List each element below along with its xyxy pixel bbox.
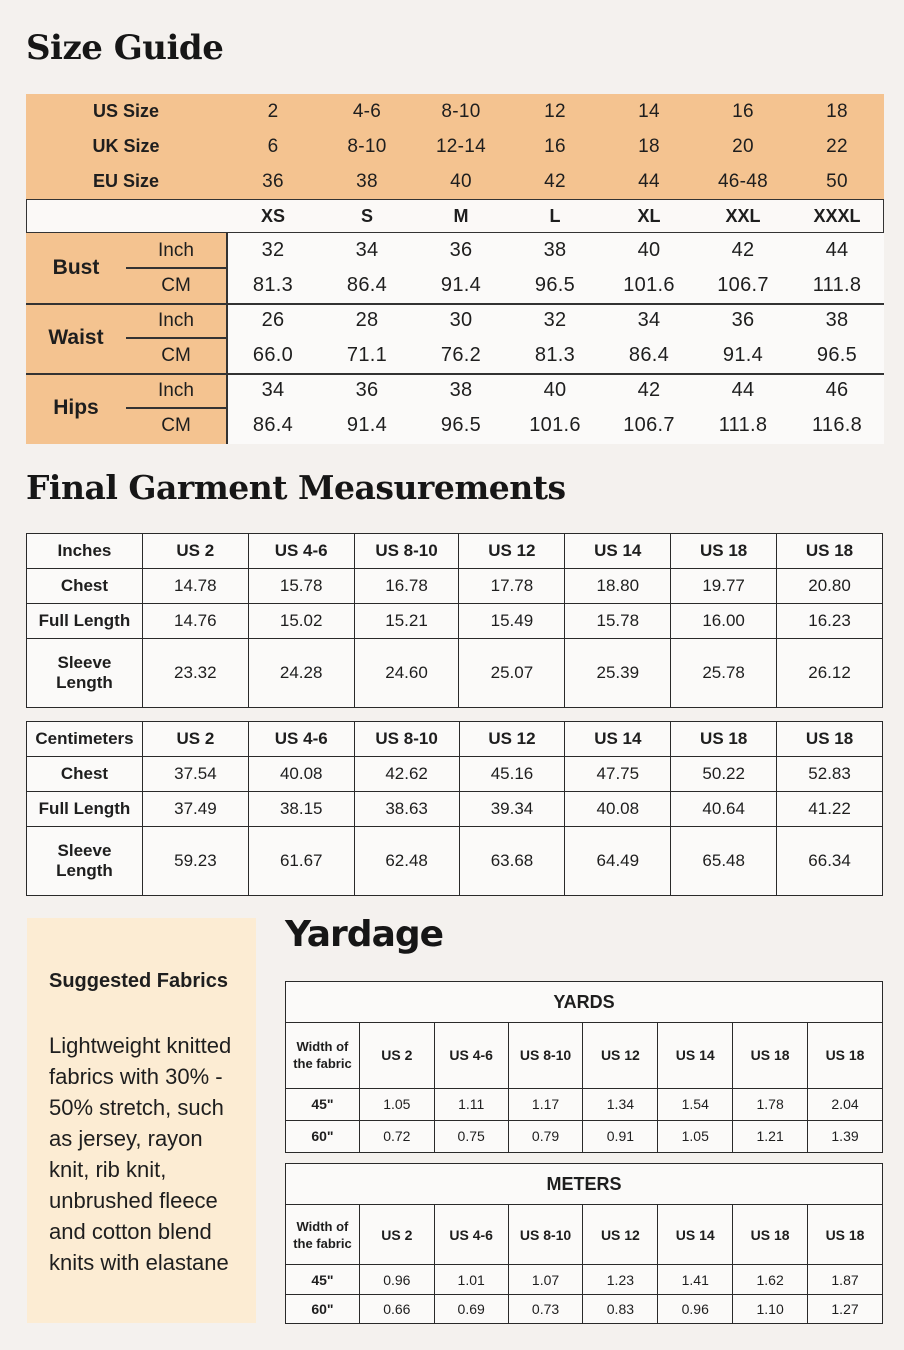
cell-value: 42.62	[354, 757, 459, 792]
size-guide-table	[26, 94, 884, 444]
size-header: US 18	[671, 722, 777, 757]
cell-value: 66.34	[777, 827, 883, 896]
size-row	[26, 164, 884, 199]
size-value: 8-10	[347, 135, 387, 157]
size-row	[26, 129, 884, 164]
inch-value: 38	[543, 239, 567, 261]
cell-value: 1.07	[508, 1265, 583, 1294]
cell-value: 52.83	[777, 757, 883, 792]
size-header: US 4-6	[248, 722, 354, 757]
caption-row	[286, 982, 883, 1023]
cell-value: 1.87	[808, 1265, 883, 1294]
inch-value: 34	[261, 379, 285, 401]
cell-value: 1.41	[658, 1265, 733, 1294]
header-row	[27, 534, 883, 569]
cm-value: 86.4	[628, 344, 670, 366]
cell-value: 61.67	[248, 827, 354, 896]
size-header: US 18	[777, 534, 883, 569]
cell-value: 62.48	[354, 827, 459, 896]
inch-value: 34	[355, 239, 379, 261]
size-header: US 18	[808, 1205, 883, 1265]
cell-value: 38.15	[248, 792, 354, 827]
table-caption: YARDS	[286, 982, 883, 1023]
inch-value: 38	[825, 309, 849, 331]
size-value: 46-48	[717, 170, 769, 192]
cell-value: 26.12	[777, 639, 883, 708]
cell-value: 1.23	[583, 1265, 658, 1294]
cell-value: 25.78	[671, 639, 777, 708]
size-value: 50	[826, 170, 848, 192]
fabrics-description: Lightweight knitted fabrics with 30% - 50% stretch, such as jersey, rayon knit, rib knit, unbrushed fleece and cotton blend knits with elastane	[49, 1033, 232, 1275]
table-row	[27, 604, 883, 639]
cm-row	[226, 268, 884, 303]
size-value: 42	[544, 170, 566, 192]
cell-value: 0.79	[508, 1120, 583, 1152]
header-row	[286, 1205, 883, 1265]
inch-value: 40	[637, 239, 661, 261]
cell-value: 1.05	[658, 1120, 733, 1152]
garment-title: Final Garment Measurements	[26, 468, 566, 507]
cell-value: 14.76	[142, 604, 248, 639]
cm-value: 111.8	[718, 414, 768, 436]
cell-value: 17.78	[459, 569, 565, 604]
cm-value: 71.1	[346, 344, 388, 366]
size-header: US 4-6	[434, 1023, 508, 1089]
cell-value: 37.49	[142, 792, 248, 827]
cell-value: 15.49	[459, 604, 565, 639]
cell-value: 64.49	[565, 827, 671, 896]
width-header: Width of the fabric	[286, 1205, 360, 1265]
cell-value: 1.01	[434, 1265, 508, 1294]
cell-value: 18.80	[565, 569, 671, 604]
size-value: 16	[544, 135, 566, 157]
cell-value: 59.23	[142, 827, 248, 896]
inch-value: 32	[543, 309, 567, 331]
row-label: Full Length	[27, 792, 143, 827]
cm-value: 101.6	[623, 274, 675, 296]
row-label: Chest	[27, 757, 143, 792]
cell-value: 63.68	[459, 827, 565, 896]
cell-value: 0.72	[359, 1120, 434, 1152]
measure-name: Hips	[53, 396, 99, 419]
cell-value: 15.02	[248, 604, 354, 639]
inch-value: 44	[825, 239, 849, 261]
letter-size-row	[26, 199, 884, 233]
size-row-label: US Size	[92, 101, 160, 121]
cell-value: 25.07	[459, 639, 565, 708]
measure-name: Waist	[48, 326, 104, 349]
inch-value: 26	[261, 309, 285, 331]
letter-size: XS	[260, 205, 285, 226]
cm-value: 81.3	[534, 344, 576, 366]
size-header: US 4-6	[248, 534, 354, 569]
header-row	[286, 1023, 883, 1089]
table-row	[27, 639, 883, 708]
cm-value: 91.4	[440, 274, 482, 296]
cm-value: 86.4	[346, 274, 388, 296]
inch-value: 30	[449, 309, 473, 331]
unit-label: CM	[161, 414, 191, 436]
row-label: Sleeve Length	[27, 827, 143, 896]
cell-value: 0.96	[359, 1265, 434, 1294]
inch-value: 42	[637, 379, 661, 401]
suggested-fabrics-panel	[27, 918, 256, 1323]
row-label: Chest	[27, 569, 143, 604]
inch-value: 38	[449, 379, 473, 401]
inch-value: 44	[731, 379, 755, 401]
size-header: US 2	[142, 534, 248, 569]
size-header: US 8-10	[508, 1023, 583, 1089]
size-row-label: EU Size	[92, 171, 160, 191]
yardage-title: Yardage	[285, 914, 444, 955]
garment-centimeters-table	[26, 721, 883, 896]
size-value: 18	[826, 100, 848, 122]
size-header: US 12	[459, 534, 565, 569]
size-value: 40	[450, 170, 472, 192]
cell-value: 40.64	[671, 792, 777, 827]
width-header: Width of the fabric	[286, 1023, 360, 1089]
size-header: US 18	[733, 1205, 808, 1265]
size-value: 20	[732, 135, 754, 157]
unit-label: Inch	[158, 379, 194, 401]
cell-value: 39.34	[459, 792, 565, 827]
cm-value: 101.6	[529, 414, 581, 436]
size-header: US 14	[565, 534, 671, 569]
letter-size: L	[549, 205, 561, 226]
row-label: Sleeve Length	[27, 639, 143, 708]
cm-value: 116.8	[811, 414, 863, 436]
garment-inches-table	[26, 533, 883, 708]
cm-value: 81.3	[252, 274, 294, 296]
cell-value: 19.77	[671, 569, 777, 604]
cell-value: 15.78	[565, 604, 671, 639]
cm-value: 111.8	[812, 274, 862, 296]
cell-value: 37.54	[142, 757, 248, 792]
cm-value: 96.5	[816, 344, 858, 366]
row-label: 60"	[286, 1120, 360, 1152]
size-value: 4-6	[352, 100, 382, 122]
cm-value: 91.4	[722, 344, 764, 366]
row-label: 60"	[286, 1294, 360, 1323]
cell-value: 0.96	[658, 1294, 733, 1323]
cell-value: 1.62	[733, 1265, 808, 1294]
table-row	[27, 569, 883, 604]
size-header: US 8-10	[354, 722, 459, 757]
cell-value: 0.91	[583, 1120, 658, 1152]
cell-value: 1.34	[583, 1088, 658, 1120]
size-row-label: UK Size	[92, 136, 160, 156]
cm-value: 76.2	[440, 344, 482, 366]
size-value: 12-14	[435, 135, 487, 157]
size-header: US 8-10	[508, 1205, 583, 1265]
measure-name: Bust	[52, 256, 100, 279]
table-row	[27, 827, 883, 896]
cm-value: 96.5	[440, 414, 482, 436]
cell-value: 2.04	[808, 1088, 883, 1120]
cell-value: 1.10	[733, 1294, 808, 1323]
cell-value: 1.78	[733, 1088, 808, 1120]
unit-label: CM	[161, 274, 191, 296]
size-header: US 2	[359, 1023, 434, 1089]
size-value: 18	[638, 135, 660, 157]
size-header: US 12	[459, 722, 565, 757]
cell-value: 25.39	[565, 639, 671, 708]
cell-value: 0.66	[359, 1294, 434, 1323]
cell-value: 16.00	[671, 604, 777, 639]
cell-value: 15.21	[354, 604, 459, 639]
row-label: 45"	[286, 1265, 360, 1294]
size-header: US 14	[658, 1023, 733, 1089]
size-value: 2	[267, 100, 279, 122]
cell-value: 1.11	[434, 1088, 508, 1120]
inch-value: 36	[731, 309, 755, 331]
unit-header: Centimeters	[27, 722, 143, 757]
cell-value: 41.22	[777, 792, 883, 827]
cm-value: 91.4	[346, 414, 388, 436]
cm-value: 86.4	[252, 414, 294, 436]
cell-value: 47.75	[565, 757, 671, 792]
inch-row	[226, 373, 884, 408]
header-row	[27, 722, 883, 757]
row-label: 45"	[286, 1088, 360, 1120]
letter-size: M	[453, 205, 469, 226]
cm-value: 96.5	[534, 274, 576, 296]
size-header: US 18	[808, 1023, 883, 1089]
size-header: US 12	[583, 1023, 658, 1089]
cell-value: 20.80	[777, 569, 883, 604]
size-header: US 12	[583, 1205, 658, 1265]
inch-value: 36	[355, 379, 379, 401]
letter-size-label	[26, 199, 226, 233]
size-value: 22	[826, 135, 848, 157]
cell-value: 45.16	[459, 757, 565, 792]
size-header: US 18	[733, 1023, 808, 1089]
cell-value: 1.05	[359, 1088, 434, 1120]
yardage-yards-table	[285, 981, 883, 1153]
cell-value: 24.28	[248, 639, 354, 708]
inch-value: 36	[449, 239, 473, 261]
row-label: Full Length	[27, 604, 143, 639]
cell-value: 23.32	[142, 639, 248, 708]
table-caption: METERS	[286, 1164, 883, 1205]
cell-value: 14.78	[142, 569, 248, 604]
letter-size: XXL	[725, 205, 761, 226]
table-row	[286, 1265, 883, 1294]
cell-value: 15.78	[248, 569, 354, 604]
inch-value: 32	[261, 239, 285, 261]
inch-value: 28	[355, 309, 379, 331]
table-row	[286, 1120, 883, 1152]
cell-value: 1.54	[658, 1088, 733, 1120]
inch-value: 40	[543, 379, 567, 401]
table-row	[27, 757, 883, 792]
cm-row	[226, 338, 884, 373]
inch-value: 34	[637, 309, 661, 331]
cell-value: 0.75	[434, 1120, 508, 1152]
size-header: US 18	[671, 534, 777, 569]
caption-row	[286, 1164, 883, 1205]
cell-value: 40.08	[248, 757, 354, 792]
table-row	[286, 1088, 883, 1120]
cell-value: 40.08	[565, 792, 671, 827]
inch-value: 42	[731, 239, 755, 261]
cell-value: 0.69	[434, 1294, 508, 1323]
cm-row	[226, 408, 884, 443]
cell-value: 65.48	[671, 827, 777, 896]
yardage-meters-table	[285, 1163, 883, 1324]
letter-size: S	[360, 205, 373, 226]
cm-value: 106.7	[717, 274, 769, 296]
size-header: US 14	[658, 1205, 733, 1265]
cell-value: 0.73	[508, 1294, 583, 1323]
size-value: 36	[262, 170, 284, 192]
size-header: US 2	[142, 722, 248, 757]
size-value: 12	[544, 100, 566, 122]
cm-value: 106.7	[623, 414, 675, 436]
cell-value: 1.39	[808, 1120, 883, 1152]
size-header: US 4-6	[434, 1205, 508, 1265]
unit-label: Inch	[158, 309, 194, 331]
size-value: 8-10	[441, 100, 481, 122]
size-value: 16	[732, 100, 754, 122]
size-header: US 14	[565, 722, 671, 757]
fabrics-title: Suggested Fabrics	[49, 970, 228, 992]
cell-value: 16.23	[777, 604, 883, 639]
cell-value: 24.60	[354, 639, 459, 708]
cell-value: 1.17	[508, 1088, 583, 1120]
table-row	[27, 792, 883, 827]
size-header: US 8-10	[354, 534, 459, 569]
unit-label: CM	[161, 344, 191, 366]
cell-value: 16.78	[354, 569, 459, 604]
size-header: US 18	[777, 722, 883, 757]
cell-value: 50.22	[671, 757, 777, 792]
cell-value: 1.21	[733, 1120, 808, 1152]
size-value: 6	[267, 135, 279, 157]
size-row	[26, 94, 884, 129]
inch-value: 46	[825, 379, 849, 401]
inch-row	[226, 233, 884, 268]
cm-value: 66.0	[252, 344, 294, 366]
size-header: US 2	[359, 1205, 434, 1265]
letter-size: XXXL	[813, 205, 861, 226]
cell-value: 0.83	[583, 1294, 658, 1323]
cell-value: 38.63	[354, 792, 459, 827]
unit-header: Inches	[27, 534, 143, 569]
unit-label: Inch	[158, 239, 194, 261]
size-value: 14	[638, 100, 660, 122]
size-value: 38	[356, 170, 378, 192]
cell-value: 1.27	[808, 1294, 883, 1323]
table-row	[286, 1294, 883, 1323]
size-guide-title: Size Guide	[26, 28, 224, 68]
size-value: 44	[638, 170, 660, 192]
inch-row	[226, 303, 884, 338]
letter-size: XL	[637, 205, 661, 226]
